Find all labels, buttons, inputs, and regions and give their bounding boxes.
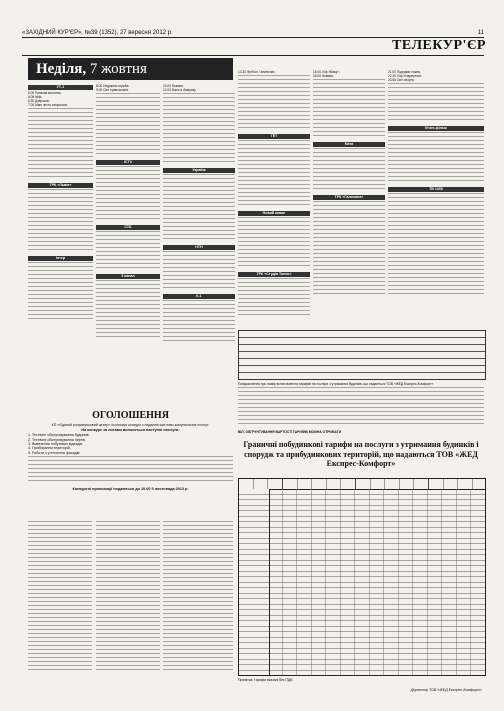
notice-column-2 <box>96 520 160 674</box>
announcement-item: 4. Прибирання територій. <box>28 446 71 451</box>
schedule-text-block <box>163 174 235 242</box>
channel-header-k1: К-1 <box>163 294 235 299</box>
day-name: Неділя, <box>36 61 87 77</box>
schedule-text-block <box>96 166 160 222</box>
schedule-text-block <box>313 79 385 139</box>
schedule-text-block <box>163 300 235 344</box>
section-title: ТЕЛЕКУР'ЄР <box>392 38 486 53</box>
channel-header-stb: СТБ <box>96 225 160 230</box>
schedule-text-block <box>313 201 385 297</box>
channel-header-tet: ТЕТ <box>238 134 310 139</box>
tariff-notice-intro: Повідомлення про намір встановлення тарифів на послуги з утримання будинків, що надаються ТОВ «ЖЕД Експрес-Комфорт». <box>238 382 435 386</box>
schedule-text-block <box>28 262 93 322</box>
schedule-line: 22.30 Х/ф «Наречена». <box>388 74 423 79</box>
tariff-notice-bold: ВІЛ. ОБГРУНТУВАННЯ ВАРТОСТІ ТАРИФІВ МОЖНА ОТРИМАТИ <box>238 430 342 435</box>
channel-header-ukraine: Україна <box>163 168 235 173</box>
announcement-item: 5. Роботи з утеплення фасадів. <box>28 450 81 455</box>
channel-header-studio-tonis: ТРК «Студія Тонис» <box>238 272 310 277</box>
page-number: 11 <box>477 30 484 36</box>
channel-header-mega: Мега <box>313 142 385 147</box>
tariff-notice-body <box>238 387 484 427</box>
notice-text-block <box>96 521 160 671</box>
schedule-text-block <box>28 189 93 253</box>
schedule-text-block <box>28 108 93 180</box>
tariff-table-address-column <box>239 489 270 675</box>
schedule-line: 23.55 Світ спорту. <box>388 78 415 83</box>
tariff-table <box>238 478 486 676</box>
schedule-line: 8.00 Недільна служба. <box>96 84 130 88</box>
tariff-title: Граничні побудинкові тарифи на послуги з утримання будинків і спорудж та прибудинкових територій, що надаються ТОВ «ЖЕД Експрес-Комфорт» <box>243 440 479 468</box>
schedule-line: 12.00 Вікно в Америку. <box>163 88 197 93</box>
channel-header-new-channel: Новий канал <box>238 211 310 216</box>
channel-header-ictv: ICTV <box>96 160 160 165</box>
announcement-item: 3. Вивезення побутових відходів. <box>28 442 84 446</box>
schedule-text-block <box>163 251 235 291</box>
tariff-signature: Директор ТОВ «ЖЕД Експрес-Комфорт» <box>410 688 482 692</box>
schedule-line: 6.00 Ранкова молитва. <box>28 91 62 95</box>
schedule-text-block <box>238 278 310 318</box>
day-date: 7 жовтня <box>89 61 147 77</box>
tv-column-6 <box>388 70 484 300</box>
channel-header-galychyna: ТРК «Галичина» <box>313 195 385 200</box>
section-rule <box>22 55 484 56</box>
schedule-text-block <box>388 132 484 184</box>
notice-column-1 <box>28 520 92 674</box>
schedule-line: 7.00 Маю честь запросити. <box>28 103 68 108</box>
notice-text-block <box>163 521 233 671</box>
announcement-block <box>28 410 233 491</box>
schedule-text-block <box>96 231 160 271</box>
announcement-subtitle: На конкурс за лотами виносяться наступні послуги: <box>81 428 180 433</box>
channel-header-5-kanal: 5 канал <box>96 274 160 279</box>
announcement-item: 2. Технічне обслуговування ліфтів. <box>28 437 86 442</box>
schedule-line: 6.30 Дзеркало. <box>28 99 51 104</box>
tv-column-5 <box>313 70 385 300</box>
announcement-deadline: Конкурсні пропозиції подаються до 10.00 5 листопада 2012 р. <box>72 486 189 491</box>
schedule-line: 6.05 М/ф. <box>28 95 43 100</box>
tariff-footnote: Примітка: тарифи вказані без ПДВ. <box>238 678 294 682</box>
schedule-text-block <box>163 93 235 165</box>
announcement-title: ОГОЛОШЕННЯ <box>92 410 169 421</box>
schedule-text-block <box>388 193 484 297</box>
tv-column-4 <box>238 70 310 321</box>
announcement-item: 1. Технічне обслуговування будинків. <box>28 433 90 438</box>
notice-column-3 <box>163 520 233 674</box>
schedule-text-block <box>388 83 484 123</box>
notice-text-block <box>28 521 92 671</box>
tariff-table-rows <box>239 489 485 675</box>
channel-header-ntn: НТН <box>163 245 235 250</box>
schedule-text-block <box>96 93 160 157</box>
page-header <box>22 30 484 36</box>
channel-header-ut1: УТ-1 <box>28 85 93 90</box>
schedule-text-block <box>96 280 160 340</box>
tv-column-1 <box>28 84 93 325</box>
day-banner <box>28 58 233 80</box>
tariff-summary-table <box>238 330 486 380</box>
schedule-line: 10.00 Новини. <box>163 84 184 88</box>
announcement-body <box>28 456 233 484</box>
channel-header-trk-lviv: ТРК «Львів» <box>28 183 93 188</box>
schedule-line: 9.00 Світ православ'я. <box>96 88 129 93</box>
schedule-text-block <box>238 217 310 269</box>
channel-header-inter: Інтер <box>28 256 93 261</box>
newspaper-issue: «ЗАХІДНИЙ КУР'ЄР», №39 (1352), 27 вересня 2012 р. <box>22 30 173 36</box>
announcement-intro: КП «Єдиний розрахунковий центр» оголошує конкурс з надання житлово-комунальних послуг: <box>51 423 210 427</box>
schedule-text-block <box>238 75 310 131</box>
schedule-line: 21.00 Підсумки тижня. <box>388 70 421 74</box>
schedule-line: 15.00 Х/ф «Вівці». <box>313 70 340 74</box>
channel-header-enter-film: Enter-фільм <box>388 126 484 131</box>
tv-column-3 <box>163 84 235 347</box>
tv-column-2 <box>96 84 160 343</box>
schedule-text-block <box>238 140 310 208</box>
schedule-text-block <box>313 148 385 192</box>
schedule-line: 13.30 Футбол. Чемпіонат. <box>238 70 276 74</box>
channel-header-tv1000: ТВ 1000 <box>388 187 484 192</box>
tariff-notice <box>238 382 484 434</box>
schedule-line: 18.00 Новини. <box>313 74 334 79</box>
